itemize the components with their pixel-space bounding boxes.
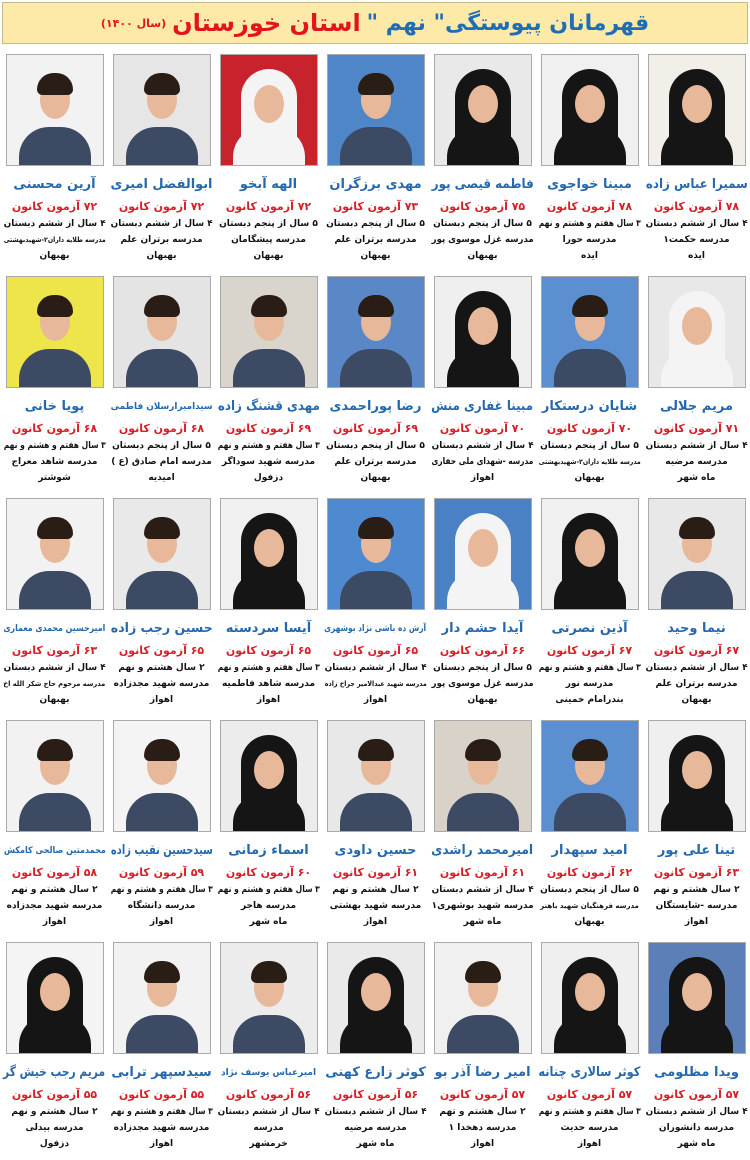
student-school: مدرسه برتران علم xyxy=(655,679,738,689)
student-city: اهواز xyxy=(149,917,174,927)
student-years: ۴ سال از ششم دبستان xyxy=(110,219,213,229)
student-photo xyxy=(434,54,532,166)
student-city: اهواز xyxy=(363,695,388,705)
student-city: اهواز xyxy=(363,917,388,927)
student-photo xyxy=(220,498,318,610)
student-school: مدرسه شهید بهشتی xyxy=(329,901,422,911)
student-photo xyxy=(220,54,318,166)
student-city: امیدیه xyxy=(148,473,175,483)
student-city: بهبهان xyxy=(360,251,391,261)
student-name: مبینا خواجوی xyxy=(547,177,632,192)
student-card xyxy=(322,272,429,494)
student-years: ۴ سال از ششم دبستان xyxy=(645,663,748,673)
student-name: امیرمحمد راشدی xyxy=(431,843,534,858)
student-name: کوثر زارع کهنی xyxy=(325,1065,426,1080)
student-school: مدرسه شهید بوشهری۱ xyxy=(431,901,534,911)
student-card xyxy=(536,494,643,716)
student-school: مدرسه پیشگامان xyxy=(231,235,306,245)
student-name: شایان درستکار xyxy=(541,399,638,414)
student-school: مدرسه -شایستگان xyxy=(655,901,738,911)
student-years: ۵ سال از پنجم دبستان xyxy=(540,885,639,895)
student-card xyxy=(108,50,215,272)
student-name: آیدا حشم دار xyxy=(441,621,524,636)
student-school: مدرسه برتران علم xyxy=(334,235,417,245)
student-years: ۲ سال هشتم و نهم xyxy=(332,885,419,895)
student-city: ماه شهر xyxy=(356,1139,395,1149)
student-card xyxy=(1,494,108,716)
student-photo xyxy=(327,498,425,610)
student-score: ۷۲ آزمون کانون xyxy=(11,200,98,213)
header-title-part1: قهرمانان پیوستگی" نهم " xyxy=(366,10,650,36)
student-score: ۶۹ آزمون کانون xyxy=(332,422,419,435)
student-name: سیدسپهر ترابی xyxy=(111,1065,212,1080)
student-years: ۳ سال هفتم و هشتم و نهم xyxy=(3,441,106,451)
student-score: ۵۷ آزمون کانون xyxy=(546,1088,633,1101)
student-card xyxy=(215,938,322,1160)
student-photo xyxy=(113,54,211,166)
student-photo xyxy=(6,276,104,388)
student-city: بهبهان xyxy=(467,695,498,705)
student-school: مدرسه حورا xyxy=(562,235,617,245)
student-city: اهواز xyxy=(42,917,67,927)
student-school: مدرسه برتران علم xyxy=(120,235,203,245)
header-year: (سال ۱۴۰۰) xyxy=(100,16,167,30)
student-city: بهبهان xyxy=(146,251,177,261)
student-school: مدرسه شاهد فاطمیه xyxy=(221,679,316,689)
student-city: ماه شهر xyxy=(463,917,502,927)
student-name: اسماء زمانی xyxy=(228,843,309,858)
student-photo xyxy=(327,276,425,388)
student-photo xyxy=(434,498,532,610)
student-school: مدرسه شهید سوداگر xyxy=(221,457,316,467)
student-card xyxy=(322,50,429,272)
student-score: ۷۰ آزمون کانون xyxy=(439,422,526,435)
poster-header xyxy=(2,2,748,44)
student-photo xyxy=(648,276,746,388)
student-city: شوشتر xyxy=(38,473,71,483)
student-years: ۵ سال از پنجم دبستان xyxy=(112,441,211,451)
student-years: ۵ سال از پنجم دبستان xyxy=(326,219,425,229)
student-years: ۵ سال از پنجم دبستان xyxy=(326,441,425,451)
student-card xyxy=(1,50,108,272)
student-score: ۵۷ آزمون کانون xyxy=(653,1088,740,1101)
student-photo xyxy=(648,942,746,1054)
student-card xyxy=(643,50,750,272)
student-name: پویا خانی xyxy=(24,399,85,414)
student-score: ۶۰ آزمون کانون xyxy=(225,866,312,879)
student-score: ۵۵ آزمون کانون xyxy=(118,1088,205,1101)
student-photo xyxy=(220,720,318,832)
student-card xyxy=(536,272,643,494)
student-years: ۴ سال از ششم دبستان xyxy=(645,219,748,229)
student-school: مدرسه طلایه داران۲-شهیدبهشتی xyxy=(538,458,641,466)
student-name: کوثر سالاری چنانه xyxy=(538,1065,641,1080)
student-school: مدرسه دانشگاه xyxy=(127,901,196,911)
student-card xyxy=(215,50,322,272)
student-card xyxy=(108,272,215,494)
student-city: دزفول xyxy=(39,1139,70,1149)
student-photo xyxy=(648,54,746,166)
student-years: ۴ سال از ششم دبستان xyxy=(431,441,534,451)
header-title-part2: استان خوزستان xyxy=(172,9,361,37)
student-name: حسین رجب زاده xyxy=(110,621,213,636)
student-school: مدرسه برتران علم xyxy=(334,457,417,467)
student-card xyxy=(643,716,750,938)
student-score: ۶۲ آزمون کانون xyxy=(546,866,633,879)
student-city: اهواز xyxy=(149,695,174,705)
student-photo xyxy=(6,942,104,1054)
student-name: سیدامیرارسلان فاطمی xyxy=(110,402,213,412)
student-school: مدرسه حدیث xyxy=(560,1123,619,1133)
student-city: ماه شهر xyxy=(249,917,288,927)
student-name: امیر رضا آذر بو xyxy=(434,1065,531,1080)
student-card xyxy=(322,494,429,716)
student-years: ۲ سال هشتم و نهم xyxy=(653,885,740,895)
student-years: ۳ سال هفتم و هشتم و نهم xyxy=(110,1107,213,1117)
student-name: حسین داودی xyxy=(334,843,417,858)
student-school: مدرسه شهید مجدزاده xyxy=(113,679,210,689)
student-photo xyxy=(6,720,104,832)
student-years: ۲ سال هشتم و نهم xyxy=(118,663,205,673)
student-years: ۲ سال هشتم و نهم xyxy=(11,885,98,895)
student-city: اهواز xyxy=(684,917,709,927)
student-name: رضا پوراحمدی xyxy=(329,399,422,414)
student-years: ۳ سال هفتم و هشتم و نهم xyxy=(110,885,213,895)
student-school: مدرسه شهید مجدزاده xyxy=(6,901,103,911)
student-city: بهبهان xyxy=(574,473,605,483)
student-name: تینا علی پور xyxy=(657,843,736,858)
student-card xyxy=(429,938,536,1160)
student-city: ایذه xyxy=(688,251,705,261)
student-card xyxy=(536,716,643,938)
student-score: ۷۰ آزمون کانون xyxy=(546,422,633,435)
student-photo xyxy=(220,942,318,1054)
student-card xyxy=(108,938,215,1160)
student-card xyxy=(643,938,750,1160)
student-school: مدرسه بیدلی xyxy=(25,1123,84,1133)
student-city: بندرامام خمینی xyxy=(555,695,624,705)
student-name: آرین محسنی xyxy=(13,177,96,192)
student-photo xyxy=(113,498,211,610)
student-city: بهبهان xyxy=(360,473,391,483)
student-score: ۵۶ آزمون کانون xyxy=(332,1088,419,1101)
student-city: خرمشهر xyxy=(249,1139,288,1149)
student-name: نیما وحید xyxy=(667,621,726,636)
student-score: ۵۷ آزمون کانون xyxy=(439,1088,526,1101)
student-name: فاطمه قیصی پور xyxy=(431,177,534,192)
student-name: الهه آبخو xyxy=(239,177,298,192)
student-score: ۶۷ آزمون کانون xyxy=(546,644,633,657)
student-photo xyxy=(541,54,639,166)
student-school: مدرسه مرضیه xyxy=(344,1123,407,1133)
student-name: آذین نصرتی xyxy=(551,621,628,636)
student-years: ۴ سال از ششم دبستان xyxy=(3,663,106,673)
student-city: اهواز xyxy=(470,1139,495,1149)
student-photo xyxy=(541,720,639,832)
student-years: ۳ سال هفتم و هشتم و نهم xyxy=(217,441,320,451)
student-card xyxy=(215,494,322,716)
student-years: ۵ سال از پنجم دبستان xyxy=(433,219,532,229)
student-score: ۶۵ آزمون کانون xyxy=(225,644,312,657)
student-photo xyxy=(220,276,318,388)
student-score: ۶۳ آزمون کانون xyxy=(11,644,98,657)
student-name: آیسا سردسته xyxy=(225,621,312,636)
student-years: ۲ سال هشتم و نهم xyxy=(11,1107,98,1117)
student-city: بهبهان xyxy=(253,251,284,261)
student-card xyxy=(643,494,750,716)
student-photo xyxy=(434,276,532,388)
student-name: مهدی قشنگ زاده xyxy=(217,399,320,414)
student-school: مدرسه طلایه داران۲-شهیدبهشتی xyxy=(3,236,106,244)
student-name: سیدحسین نقیب زاده xyxy=(110,843,213,858)
student-school: مدرسه شهید مجدزاده xyxy=(113,1123,210,1133)
student-photo xyxy=(541,276,639,388)
student-city: اهواز xyxy=(149,1139,174,1149)
student-name: امیرعباس یوسف نژاد xyxy=(220,1068,317,1078)
student-school: مدرسه شهید عبدالامیر جراح زاده xyxy=(324,680,427,688)
student-card xyxy=(536,50,643,272)
student-photo xyxy=(648,498,746,610)
student-years: ۵ سال از پنجم دبستان xyxy=(540,441,639,451)
student-name: مریم جلالی xyxy=(660,399,734,414)
student-score: ۷۳ آزمون کانون xyxy=(332,200,419,213)
student-name: ابوالفضل امیری xyxy=(110,177,213,192)
student-years: ۴ سال از ششم دبستان xyxy=(431,885,534,895)
student-school: مدرسه مرحوم حاج شکر الله اخ xyxy=(3,680,106,688)
student-years: ۳ سال هفتم و هشتم و نهم xyxy=(217,663,320,673)
student-school: مدرسه حکمت۱ xyxy=(663,235,730,245)
student-school: مدرسه فرهنگیان شهید باهنر xyxy=(540,902,639,910)
student-score: ۶۹ آزمون کانون xyxy=(225,422,312,435)
student-score: ۵۸ آزمون کانون xyxy=(11,866,98,879)
student-score: ۶۵ آزمون کانون xyxy=(118,644,205,657)
student-city: اهواز xyxy=(256,695,281,705)
student-score: ۶۵ آزمون کانون xyxy=(332,644,419,657)
student-years: ۵ سال از پنجم دبستان xyxy=(219,219,318,229)
student-school: مدرسه -شهدای ملی حفاری xyxy=(431,457,534,467)
student-school: مدرسه غزل موسوی پور xyxy=(431,679,534,689)
student-photo xyxy=(113,942,211,1054)
student-photo xyxy=(6,54,104,166)
student-years: ۴ سال از ششم دبستان xyxy=(645,1107,748,1117)
student-score: ۵۵ آزمون کانون xyxy=(11,1088,98,1101)
student-photo xyxy=(113,720,211,832)
student-score: ۵۶ آزمون کانون xyxy=(225,1088,312,1101)
student-name: ویدا مظلومی xyxy=(654,1065,739,1080)
student-years: ۳ سال هفتم و هشتم و نهم xyxy=(538,219,641,229)
student-school: مدرسه هاجر xyxy=(240,901,297,911)
student-score: ۷۲ آزمون کانون xyxy=(118,200,205,213)
student-card xyxy=(108,494,215,716)
student-years: ۴ سال از ششم دبستان xyxy=(324,663,427,673)
student-card xyxy=(429,50,536,272)
student-school: مدرسه شاهد معراج xyxy=(11,457,98,467)
student-school: مدرسه مرضیه xyxy=(665,457,728,467)
student-years: ۴ سال از ششم دبستان xyxy=(324,1107,427,1117)
student-city: ایذه xyxy=(581,251,598,261)
student-years: ۳ سال هفتم و هشتم و نهم xyxy=(217,885,320,895)
student-photo xyxy=(434,720,532,832)
student-score: ۶۳ آزمون کانون xyxy=(653,866,740,879)
student-years: ۴ سال از ششم دبستان xyxy=(3,219,106,229)
student-city: بهبهان xyxy=(574,917,605,927)
student-score: ۶۸ آزمون کانون xyxy=(118,422,205,435)
students-grid xyxy=(0,50,750,1160)
student-score: ۶۱ آزمون کانون xyxy=(332,866,419,879)
student-photo xyxy=(541,498,639,610)
student-school: مدرسه غزل موسوی پور xyxy=(431,235,534,245)
student-name: محمدمتین صالحی کامکش xyxy=(3,846,106,856)
student-score: ۷۱ آزمون کانون xyxy=(653,422,740,435)
student-photo xyxy=(327,720,425,832)
student-card xyxy=(215,716,322,938)
student-photo xyxy=(541,942,639,1054)
student-name: امیرحسین محمدی معماری xyxy=(3,624,106,634)
student-name: سمیرا عباس زاده xyxy=(645,177,748,192)
student-city: بهبهان xyxy=(39,695,70,705)
student-photo xyxy=(648,720,746,832)
student-card xyxy=(1,938,108,1160)
student-card xyxy=(215,272,322,494)
student-score: ۷۸ آزمون کانون xyxy=(653,200,740,213)
student-name: مهدی برزگران xyxy=(329,177,422,192)
student-card xyxy=(429,494,536,716)
student-card xyxy=(322,938,429,1160)
student-years: ۴ سال از ششم دبستان xyxy=(645,441,748,451)
student-city: ماه شهر xyxy=(677,1139,716,1149)
student-score: ۶۱ آزمون کانون xyxy=(439,866,526,879)
student-city: اهواز xyxy=(577,1139,602,1149)
student-years: ۴ سال از ششم دبستان xyxy=(217,1107,320,1117)
student-years: ۵ سال از پنجم دبستان xyxy=(433,663,532,673)
student-school: مدرسه xyxy=(253,1123,284,1133)
student-years: ۳ سال هفتم و هشتم و نهم xyxy=(538,663,641,673)
student-card xyxy=(429,716,536,938)
student-card xyxy=(429,272,536,494)
student-name: آرش ده باشی نژاد بوشهری xyxy=(324,624,427,634)
student-years: ۲ سال هشتم و تهم xyxy=(439,1107,526,1117)
student-photo xyxy=(434,942,532,1054)
student-city: بهبهان xyxy=(467,251,498,261)
student-name: مبینا غفاری منش xyxy=(431,399,534,414)
student-name: مریم رجب خیش گر xyxy=(3,1065,106,1080)
student-school: مدرسه دانشوران xyxy=(658,1123,735,1133)
student-school: مدرسه دهخدا ۱ xyxy=(448,1123,517,1133)
student-school: مدرسه نور xyxy=(565,679,614,689)
student-card xyxy=(108,716,215,938)
student-card xyxy=(322,716,429,938)
student-score: ۷۲ آزمون کانون xyxy=(225,200,312,213)
student-name: امید سپهدار xyxy=(551,843,628,858)
student-city: ماه شهر xyxy=(677,473,716,483)
student-years: ۳ سال هفتم و هشتم و نهم xyxy=(538,1107,641,1117)
student-photo xyxy=(327,54,425,166)
student-city: بهبهان xyxy=(39,251,70,261)
student-score: ۶۷ آزمون کانون xyxy=(653,644,740,657)
student-city: اهواز xyxy=(470,473,495,483)
student-card xyxy=(1,272,108,494)
student-school: مدرسه امام صادق (ع ) xyxy=(111,457,212,467)
student-card xyxy=(1,716,108,938)
student-score: ۷۵ آزمون کانون xyxy=(439,200,526,213)
student-score: ۵۹ آزمون کانون xyxy=(118,866,205,879)
student-photo xyxy=(113,276,211,388)
student-card xyxy=(643,272,750,494)
student-score: ۶۸ آزمون کانون xyxy=(11,422,98,435)
student-photo xyxy=(6,498,104,610)
student-city: دزفول xyxy=(253,473,284,483)
student-score: ۷۸ آزمون کانون xyxy=(546,200,633,213)
student-score: ۶۶ آزمون کانون xyxy=(439,644,526,657)
student-city: بهبهان xyxy=(681,695,712,705)
student-photo xyxy=(327,942,425,1054)
student-card xyxy=(536,938,643,1160)
